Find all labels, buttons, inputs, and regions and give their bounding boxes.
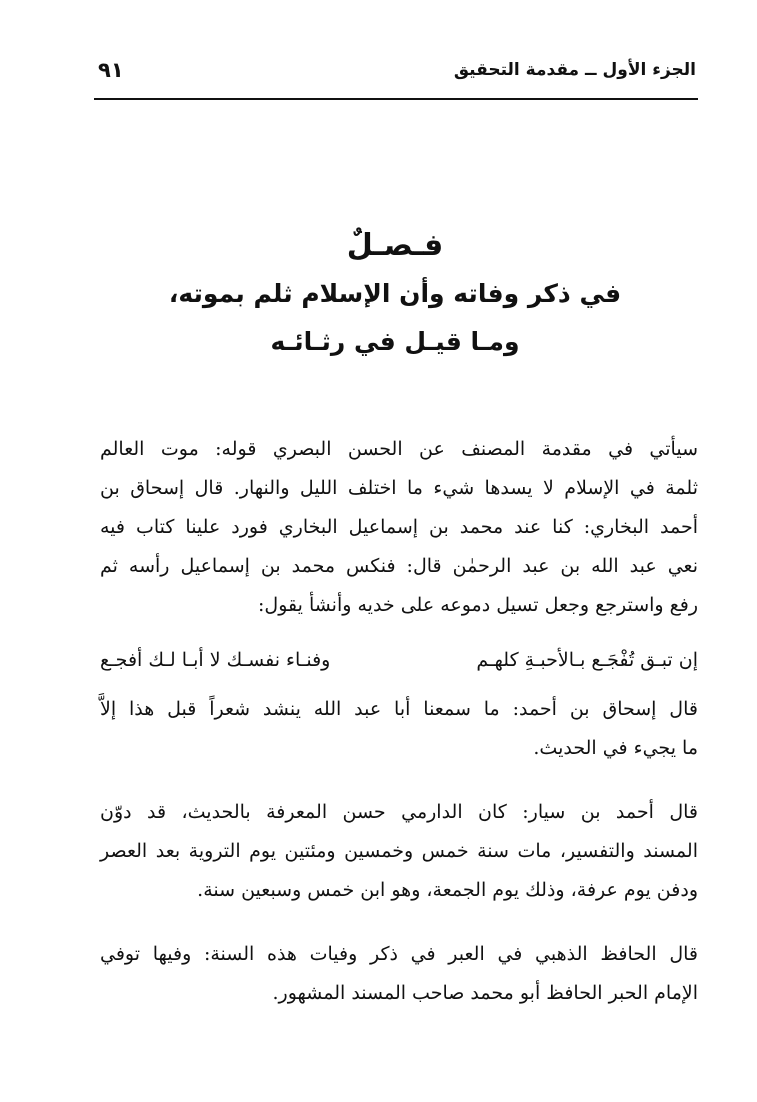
paragraph-2 [100,690,698,768]
poetry-verse [100,640,698,680]
paragraph-3 [100,793,698,910]
text-line: الإمام الحبر الحافظ أبو محمد صاحب المسند المشهور. [272,982,698,1004]
section-subtitle-line-2: ومـا قيـل في رثـائـه [270,327,520,356]
section-heading: فـصـلٌ [346,228,444,263]
text-line: أحمد البخاري: كنا عند محمد بن إسماعيل البخاري فورد علينا كتاب فيه [100,516,698,538]
text-line: ما يجيء في الحديث. [533,737,698,759]
paragraph-4 [100,935,698,1013]
section-title [94,222,696,366]
text-line: ثلمة في الإسلام لا يسدها شيء ما اختلف الليل والنهار. قال إسحاق بن [100,477,698,499]
text-line: المسند والتفسير، مات سنة خمس وخمسين ومئتين يوم التروية بعد العصر [100,840,698,862]
verse-first-hemistich: إن تبـق تُفْجَـع بـالأحبـةِ كلهـم [476,649,698,671]
text-line: نعي عبد الله بن عبد الرحمٰن قال: فنكس محمد بن إسماعيل رأسه ثم [100,555,698,577]
paragraph-1 [100,430,698,625]
page-header [94,58,696,98]
text-line: رفع واسترجع وجعل تسيل دموعه على خديه وأنشأ يقول: [257,594,698,616]
verse-second-hemistich: وفنـاء نفسـك لا أبـا لـك أفجـع [100,649,331,671]
text-line: قال الحافظ الذهبي في العبر في ذكر وفيات هذه السنة: وفيها توفي [100,943,698,965]
running-head: الجزء الأول ــ مقدمة التحقيق [453,60,696,80]
text-line: قال أحمد بن سيار: كان الدارمي حسن المعرفة بالحديث، قد دوّن [100,801,698,823]
text-line: قال إسحاق بن أحمد: ما سمعنا أبا عبد الله ينشد شعراً قبل هذا إلاَّ [100,698,698,720]
header-rule [94,98,698,100]
text-line: ودفن يوم عرفة، وذلك يوم الجمعة، وهو ابن خمس وسبعين سنة. [197,879,698,901]
section-subtitle-line-1: في ذكر وفاته وأن الإسلام ثلم بموته، [168,279,622,308]
text-line: سيأتي في مقدمة المصنف عن الحسن البصري قوله: موت العالم [100,438,698,460]
page-number: ٩١ [98,58,124,82]
